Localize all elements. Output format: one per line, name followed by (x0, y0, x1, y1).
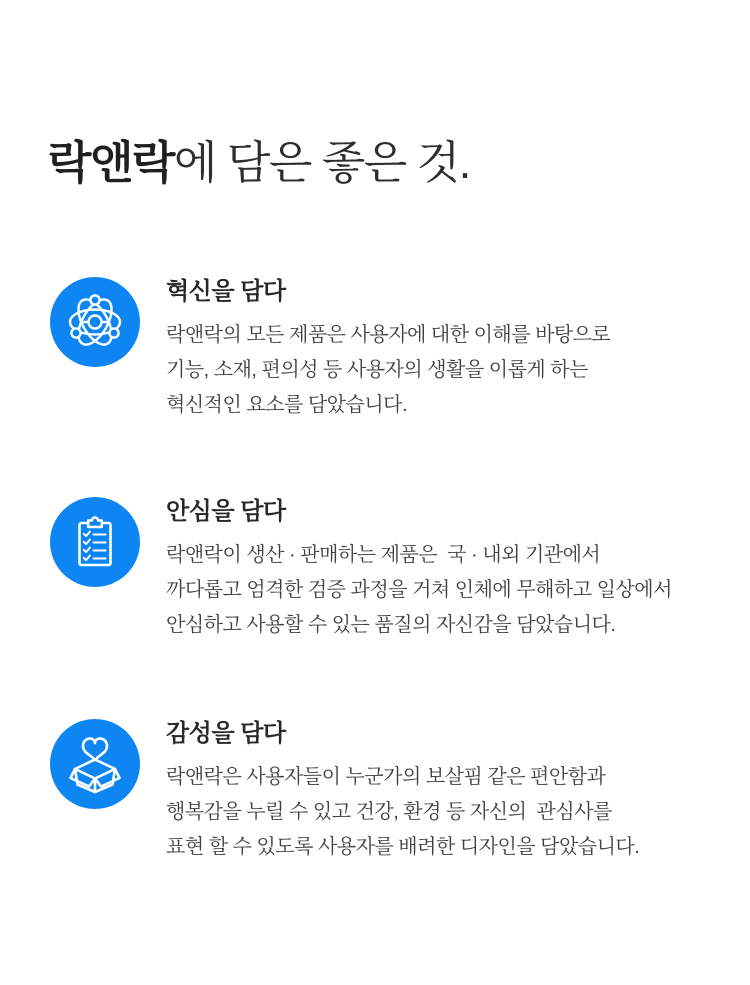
section-heading: 혁신을 담다 (166, 278, 286, 305)
section-text-block (166, 719, 639, 865)
section-body-line: 락앤락의 모든 제품은 사용자에 대한 이해를 바탕으로 (166, 324, 611, 346)
page-title-rest: 에 담은 좋은 것. (173, 137, 470, 188)
section-body-line: 표현 할 수 있도록 사용자를 배려한 디자인을 담았습니다. (166, 836, 640, 858)
atom-icon (50, 277, 140, 367)
checklist-clipboard-icon (50, 497, 140, 587)
page-title (48, 132, 470, 194)
section-body-line: 혁신적인 요소를 담았습니다. (166, 394, 408, 416)
section-emotion (50, 719, 639, 865)
brand-name: 락앤락 (48, 137, 174, 188)
section-body-line: 까다롭고 엄격한 검증 과정을 거쳐 인체에 무해하고 일상에서 (166, 579, 672, 601)
section-body-line: 락앤락은 사용자들이 누군가의 보살핌 같은 편안함과 (166, 766, 606, 788)
section-safety (50, 497, 672, 643)
open-box-heart-icon (50, 719, 140, 809)
section-text-block (166, 497, 672, 643)
section-body-line: 행복감을 누릴 수 있고 건강, 환경 등 자신의 관심사를 (166, 801, 612, 823)
section-heading: 안심을 담다 (166, 498, 286, 525)
section-heading: 감성을 담다 (166, 720, 286, 747)
section-body-line: 기능, 소재, 편의성 등 사용자의 생활을 이롭게 하는 (166, 359, 588, 381)
section-body-line: 안심하고 사용할 수 있는 품질의 자신감을 담았습니다. (166, 614, 616, 636)
section-body-line: 락앤락이 생산 · 판매하는 제품은 국 · 내외 기관에서 (166, 544, 601, 566)
section-text-block (166, 277, 610, 423)
section-innovation (50, 277, 610, 423)
